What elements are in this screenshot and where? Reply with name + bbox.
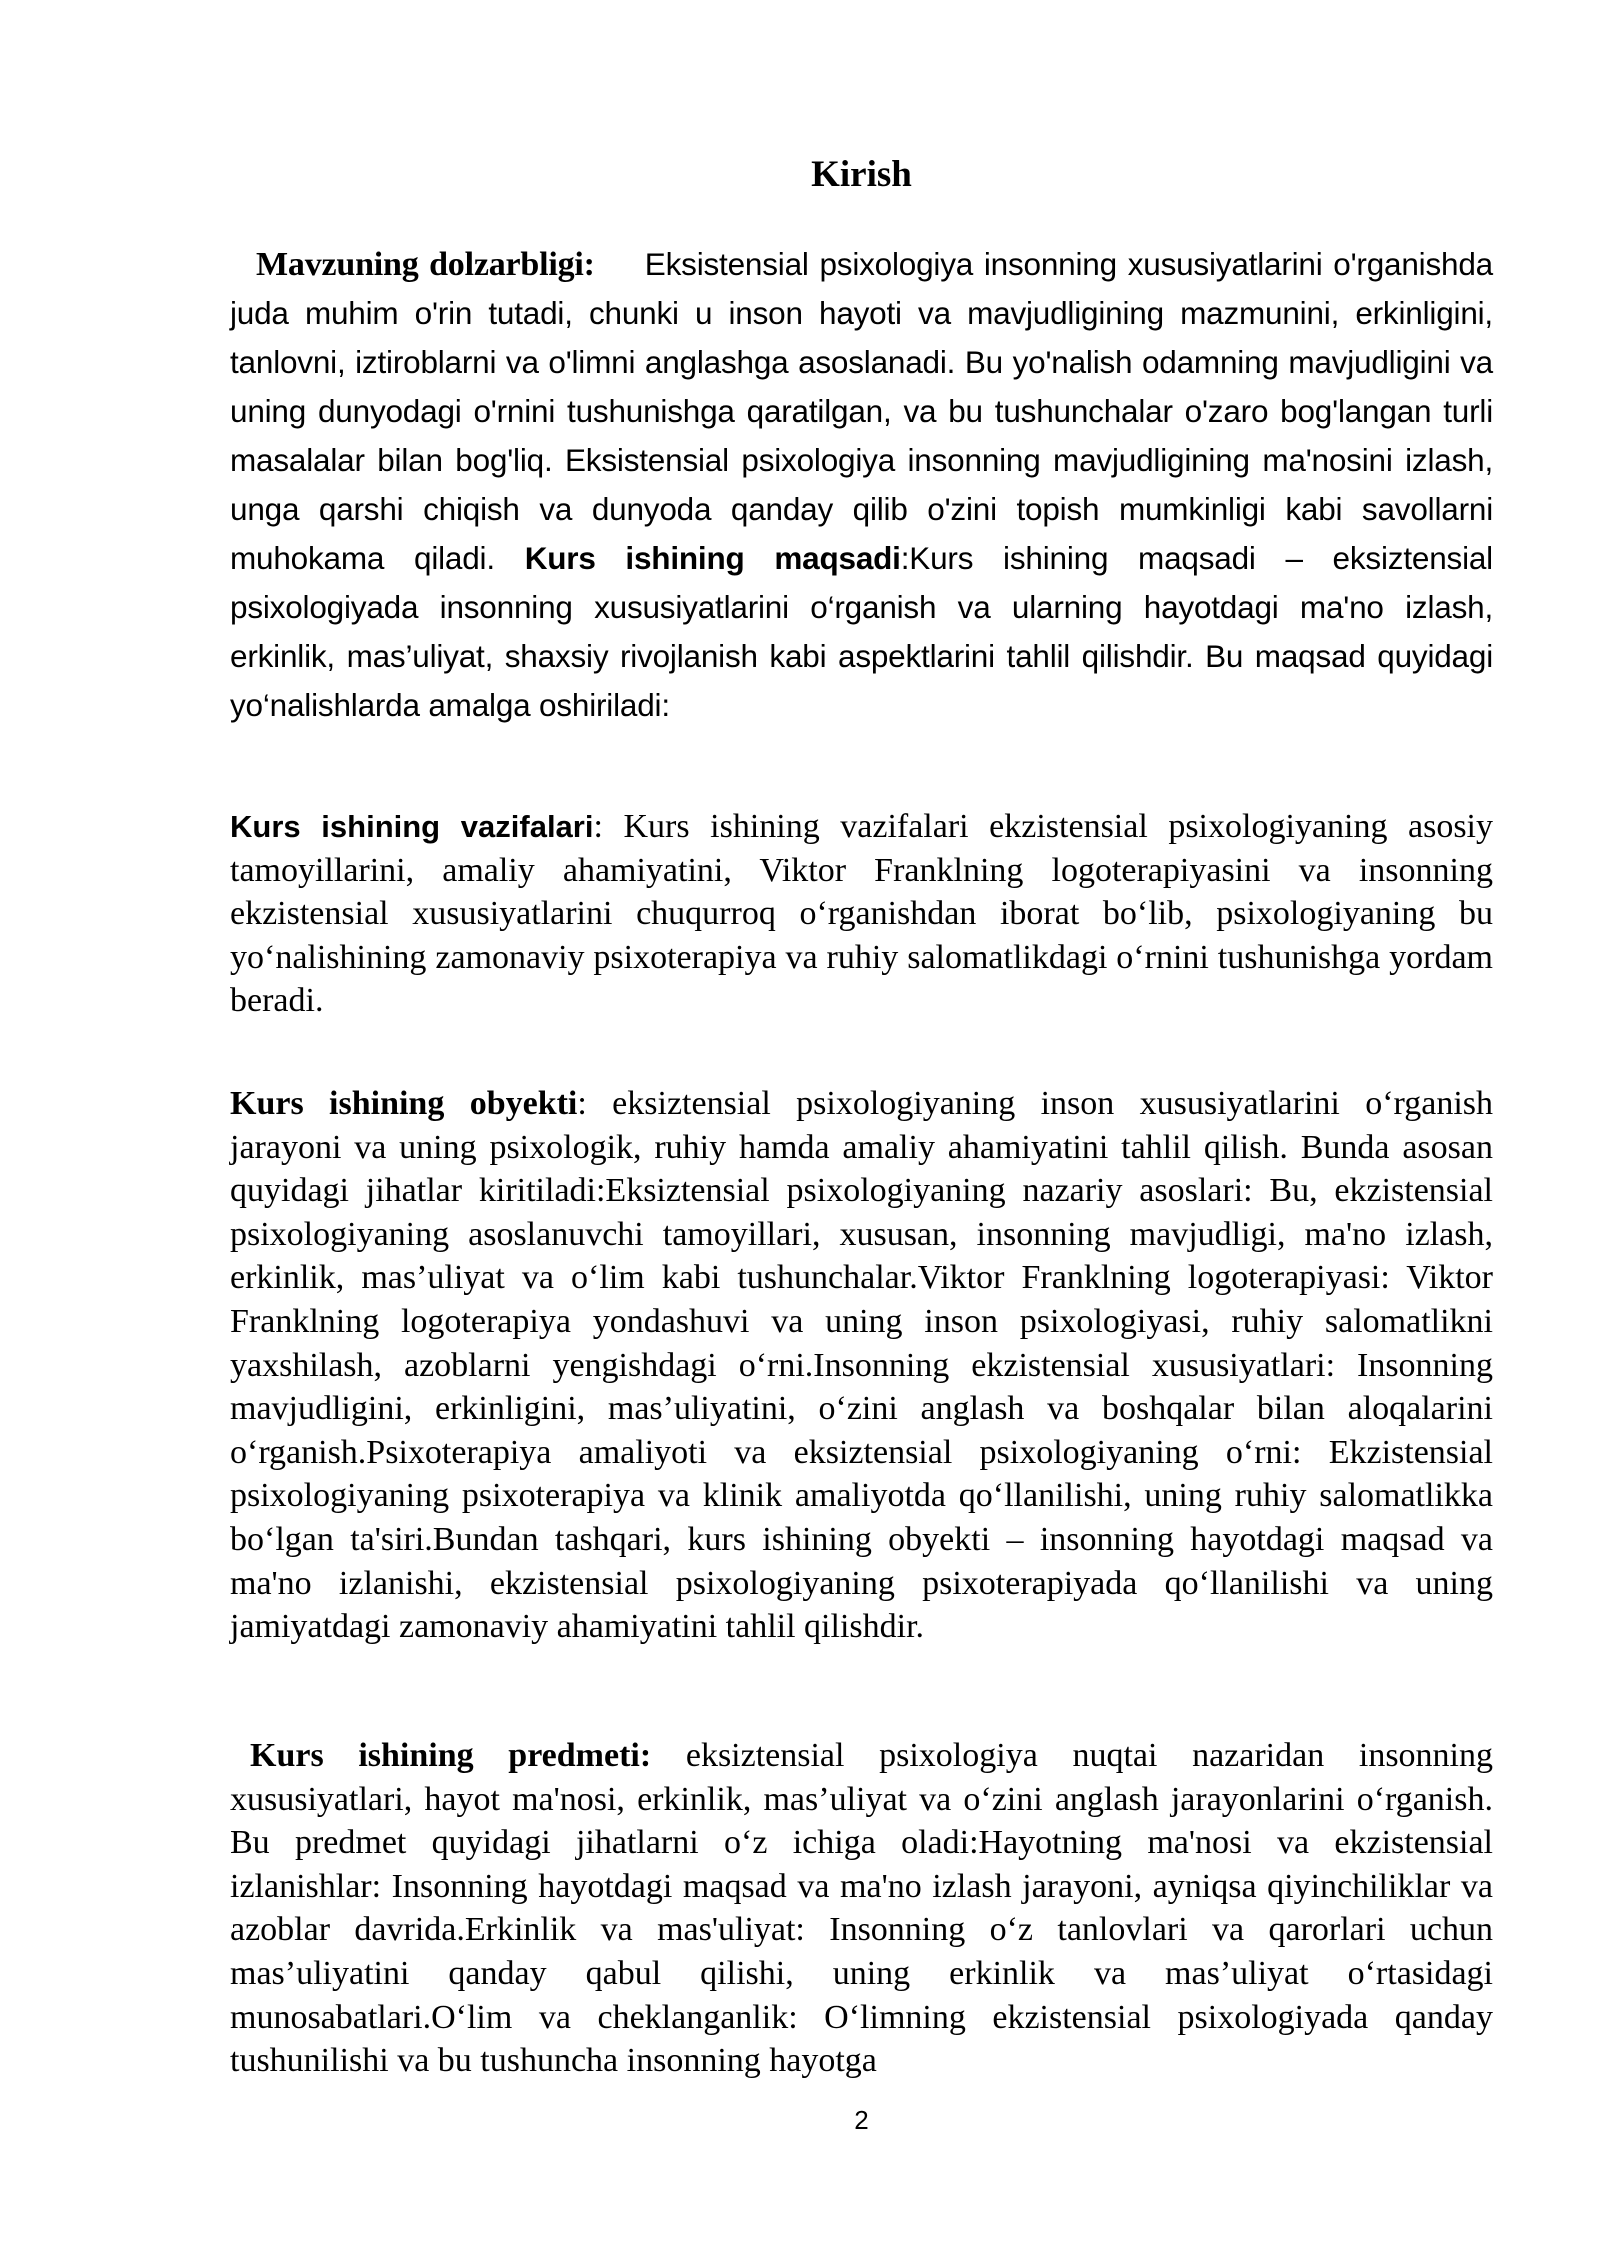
object-text: : eksiztensial psixologiyaning inson xususiyatlarini o‘rganish jarayoni va uning psixologik, ruhiy hamda amaliy ahamiyatini tahlil qilish. Bunda asosan quyidagi jihatlar kiritiladi:Eksiztensial psixologiyaning nazariy asoslari: Bu, ekzistensial psixologiyaning asoslanuvchi tamoyillari, xususan, insonning mavjudligi, ma'no izlash, erkinlik, mas’uliyat va o‘lim kabi tushunchalar.Viktor Franklning logoterapiyasi: Viktor Franklning logoterapiya yondashuvi va uning inson psixologiyasi, ruhiy salomatlikni yaxshilash, azoblarni yengishdagi o‘rni.Insonning ekzistensial xususiyatlari: Insonning mavjudligini, erkinligini, mas’uliyatini, o‘zini anglash va boshqalar bilan aloqalarini o‘rganish.Psixoterapiya amaliyoti va eksiztensial psixologiyaning o‘rni: Ekzistensial psixologiyaning psixoterapiya va klinik amaliyotda qo‘llanilishi, uning ruhiy salomatlikka bo‘lgan ta'siri.Bundan tashqari, kurs ishining obyekti – insonning hayotdagi maqsad va ma'no izlanishi, ekzistensial psixologiyaning psixoterapiyada qo‘llanilishi va uning jamiyatdagi zamonaviy ahamiyatini tahlil qilishdir. [230,1085,1494,1646]
subject-paragraph [230,1734,1493,2083]
subject-heading: Kurs ishining predmeti: [250,1737,652,1774]
object-paragraph [230,1082,1493,1649]
tasks-heading: Kurs ishining vazifalari [230,809,594,844]
goal-text: :Kurs ishining maqsadi – eksiztensial psixologiyada insonning xususiyatlarini o‘rganish va ularning hayotdagi ma'no izlash, erkinlik, mas’uliyat, shaxsiy rivojlanish kabi aspektlarini tahlil qilishdir. Bu maqsad quyidagi yo‘nalishlarda amalga oshiriladi: [230,540,1493,723]
object-heading: Kurs ishining obyekti [230,1085,578,1122]
page-number: 2 [854,2105,869,2135]
tasks-text: : Kurs ishining vazifalari ekzistensial psixologiyaning asosiy tamoyillarini, amaliy ahamiyatini, Viktor Franklning logoterapiyasini va insonning ekzistensial xususiyatlarini chuqurroq o‘rganishdan iborat bo‘lib, psixologiyaning bu yo‘nalishining zamonaviy psixoterapiya va ruhiy salomatlikdagi o‘rnini tushunishga yordam beradi. [230,808,1493,1020]
tasks-paragraph [230,805,1493,1023]
subject-text: eksiztensial psixologiya nuqtai nazaridan insonning xususiyatlari, hayot ma'nosi, erkinlik, mas’uliyat va o‘zini anglash jarayonlarini o‘rganish. Bu predmet quyidagi jihatlarni o‘z ichiga oladi:Hayotning ma'nosi va ekzistensial izlanishlar: Insonning hayotdagi maqsad va ma'no izlash jarayoni, ayniqsa qiyinchiliklar va azoblar davrida.Erkinlik va mas'uliyat: Insonning o‘z tanlovlari va qarorlari uchun mas’uliyatini qanday qabul qilishi, uning erkinlik va mas’uliyat o‘rtasidagi munosabatlari.O‘lim va cheklanganlik: O‘limning ekzistensial psixologiyada qanday tushunilishi va bu tushuncha insonning hayotga [230,1737,1494,2080]
page-title: Kirish [811,154,912,195]
relevance-paragraph [230,240,1493,730]
goal-heading: Kurs ishining maqsadi [524,540,901,576]
relevance-heading: Mavzuning dolzarbligi: [256,246,595,283]
relevance-text: Eksistensial psixologiya insonning xususiyatlarini o'rganishda juda muhim o'rin tutadi, chunki u inson hayoti va mavjudligining mazmunini, erkinligini, tanlovni, iztiroblarni va o'limni anglashga asoslanadi. Bu yo'nalish odamning mavjudligini va uning dunyodagi o'rnini tushunishga qaratilgan, va bu tushunchalar o'zaro bog'langan turli masalalar bilan bog'liq. Eksistensial psixologiya insonning mavjudligining ma'nosini izlash, unga qarshi chiqish va dunyoda qanday qilib o'zini topish mumkinligi kabi savollarni muhokama qiladi. [230,246,1493,576]
